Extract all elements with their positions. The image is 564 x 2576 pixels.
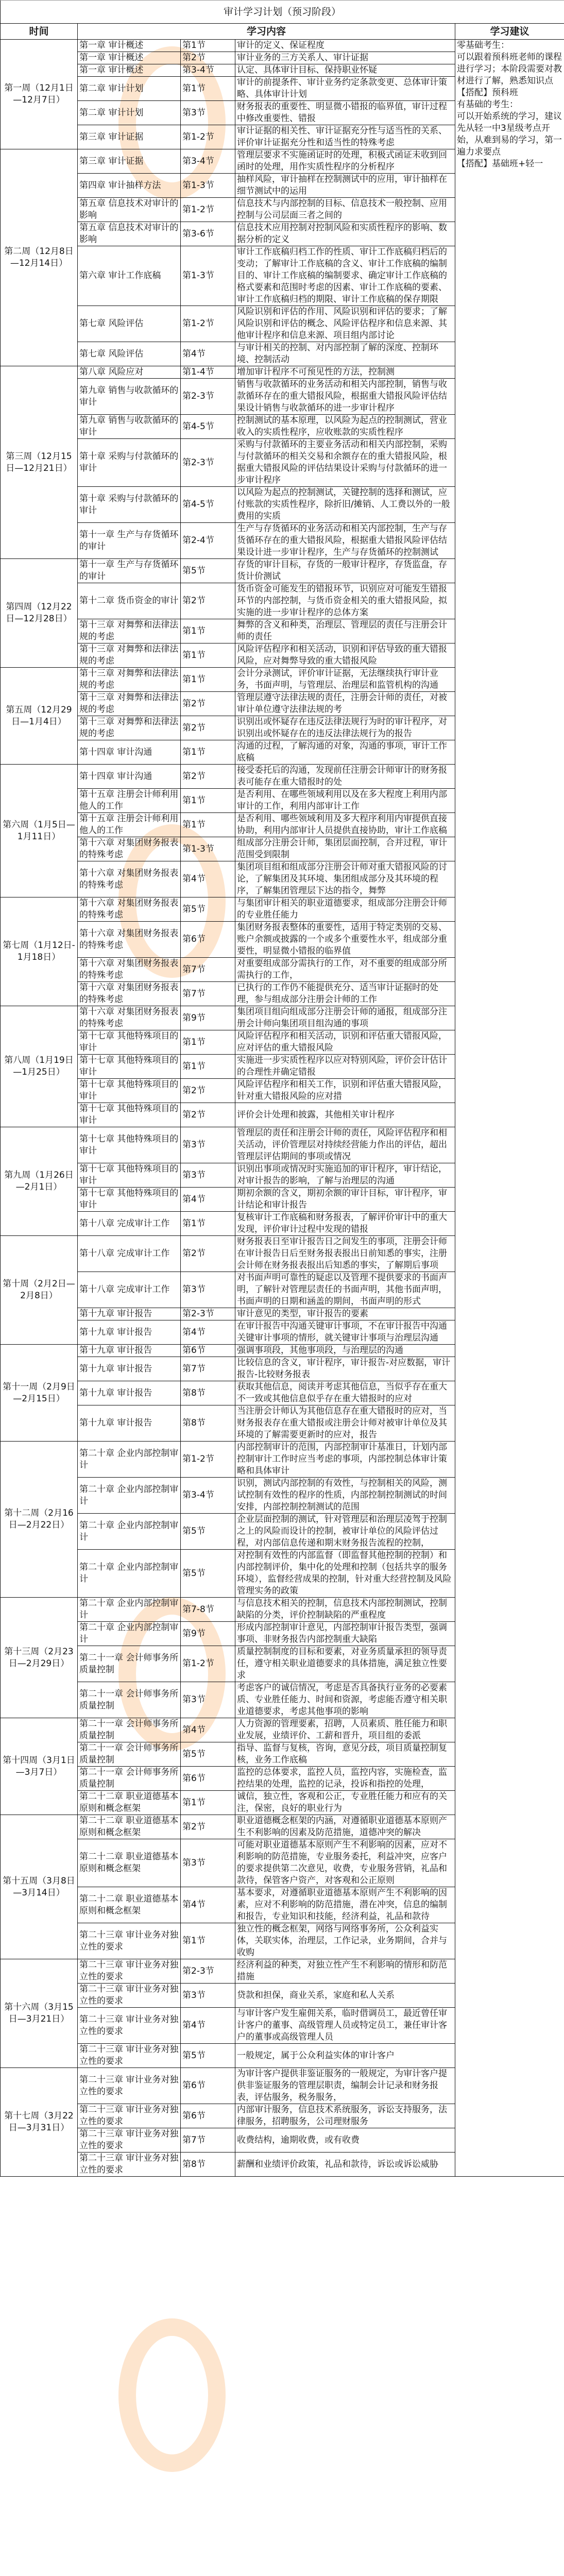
content-cell: 抽样风险，审计抽样在控制测试中的应用，审计抽样在细节测试中的运用 [235, 174, 455, 198]
content-cell: 贷款和担保，商业关系，家庭和私人关系 [235, 1984, 455, 2008]
chapter-cell: 第十六章 对集团财务报表的特殊考虑 [78, 982, 181, 1006]
week-label: 第七周（1月12日-1月18日） [1, 897, 78, 1006]
chapter-cell: 第二十三章 审计业务对独立性的要求 [78, 2153, 181, 2177]
section-cell: 第5节 [181, 1514, 235, 1550]
section-cell: 第2节 [181, 1079, 235, 1103]
section-cell: 第5节 [181, 2044, 235, 2068]
section-cell: 第2节 [181, 765, 235, 789]
advice-paragraph: 有基础的考生： [457, 99, 518, 110]
content-cell: 评价会计处理和披露，其他相关审计程序 [235, 1103, 455, 1127]
section-cell: 第8节 [181, 1405, 235, 1442]
content-cell: 复核审计工作底稿和财务报表，了解评价审计中的重大发现，评价审计过程中发现的错报 [235, 1212, 455, 1236]
content-cell: 薪酬和业绩评价政策，礼品和款待，诉讼或诉讼威胁 [235, 2153, 455, 2177]
chapter-cell: 第十九章 审计报告 [78, 1381, 181, 1405]
section-cell: 第1节 [181, 1923, 235, 1959]
section-cell: 第6节 [181, 1767, 235, 1791]
section-cell: 第5节 [181, 897, 235, 922]
content-cell: 在审计报告中沟通关键审计事项，不在审计报告中沟通关键审计事项的情形，就关键审计事项与治理层沟通 [235, 1320, 455, 1345]
chapter-cell: 第二十二章 职业道德基本原则和概念框架 [78, 1887, 181, 1923]
chapter-cell: 第十七章 其他特殊项目的审计 [78, 1103, 181, 1127]
section-cell: 第1-4节 [181, 366, 235, 379]
content-cell: 审计的前提条件、审计业务约定条款变更、总体审计策略、具体审计计划 [235, 77, 455, 101]
section-cell: 第2节 [181, 583, 235, 619]
section-cell: 第1-3节 [181, 837, 235, 861]
content-cell: 形成内部控制审计意见，内部控制审计报告类型，强调事项、非财务报告内部控制重大缺陷 [235, 1622, 455, 1646]
content-cell: 可能对职业道德基本原则产生不利影响的因素，应对不利影响的防范措施，专业服务委托，利益冲突，应客户的要求提供第二次意见，收费，专业服务营销，礼品和款待，保管客户资产，对客观和公正原则 [235, 1839, 455, 1887]
chapter-cell: 第二十章 企业内部控制审计 [78, 1478, 181, 1514]
chapter-cell: 第二十一章 会计师事务所质量控制 [78, 1682, 181, 1718]
content-cell: 监控的总体要求，监控人员，监控内容，实施检查，监控结果的处理，监控的记录，投诉和指控的处理， [235, 1767, 455, 1791]
content-cell: 审计意见的类型，审计报告的要素 [235, 1308, 455, 1320]
chapter-cell: 第十六章 对集团财务报表的特殊考虑 [78, 958, 181, 982]
chapter-cell: 第十四章 审计沟通 [78, 740, 181, 765]
week-label: 第十周（2月2日—2月8日） [1, 1236, 78, 1345]
week-label: 第四周（12月22日—12月28日） [1, 559, 78, 668]
chapter-cell: 第十三章 对舞弊和法律法规的考虑 [78, 643, 181, 668]
chapter-cell: 第十八章 完成审计工作 [78, 1212, 181, 1236]
section-cell: 第1节 [181, 1055, 235, 1079]
chapter-cell: 第二十一章 会计师事务所质量控制 [78, 1742, 181, 1767]
content-cell: 认定、具体审计目标、保持职业怀疑 [235, 64, 455, 77]
chapter-cell: 第五章 信息技术对审计的影响 [78, 222, 181, 246]
content-cell: 当注册会计师认为其他信息存在重大错报时的应对，当财务报表存在重大错报或注册会计师对被审计单位及其环境的了解需要更新时的应对，报告 [235, 1405, 455, 1442]
content-cell: 已执行的工作仍不能提供充分、适当审计证据时的处理，参与组成部分注册会计师的工作 [235, 982, 455, 1006]
week-label: 第五周（12月29日—1月4日） [1, 668, 78, 765]
content-cell: 采购与付款循环的主要业务活动和相关内部控制，采购与付款循环的相关交易和余额存在的重大错报风险，根据重大错报风险的评估结果设计采购与付款循环的进一步审计程序 [235, 439, 455, 487]
section-cell: 第6节 [181, 1345, 235, 1357]
content-cell: 一般规定，属于公众利益实体的审计客户 [235, 2044, 455, 2068]
content-cell: 存货的审计目标，存货的一般审计程序，存货监盘，存货计价测试 [235, 559, 455, 583]
section-cell: 第1节 [181, 789, 235, 813]
chapter-cell: 第二章 审计计划 [78, 77, 181, 101]
content-cell: 增加审计程序不可预见性的方法，控制测 [235, 366, 455, 379]
content-cell: 经济利益的种类，对独立性产生不利影响的情形和防范措施 [235, 1959, 455, 1984]
chapter-cell: 第二十三章 审计业务对独立性的要求 [78, 1984, 181, 2008]
content-cell: 是否利用、哪些领域利用及多大程序利用内审提供直接协助，利用内部审计人员提供直接协助，审计工作底稿 [235, 813, 455, 837]
chapter-cell: 第十九章 审计报告 [78, 1345, 181, 1357]
page-title: 审计学习计划（预习阶段） [1, 1, 564, 24]
chapter-cell: 第十四章 审计沟通 [78, 765, 181, 789]
section-cell: 第7节 [181, 958, 235, 982]
chapter-cell: 第十一章 生产与存货循环的审计 [78, 523, 181, 559]
content-cell: 审计的定义、保证程度 [235, 40, 455, 52]
content-cell: 收费结构，逾期收费，或有收费 [235, 2128, 455, 2153]
section-cell: 第2节 [181, 716, 235, 740]
week-label: 第十六周（3月15日—3月21日） [1, 1959, 78, 2068]
content-cell: 诚信，独立性，客观和公正，专业胜任能力和应有的关注，保密，良好的职业行为 [235, 1791, 455, 1815]
content-cell: 强调事项段，其他事项段，与治理层的沟通 [235, 1345, 455, 1357]
chapter-cell: 第十六章 对集团财务报表的特殊考虑 [78, 922, 181, 958]
section-cell: 第4节 [181, 861, 235, 897]
section-cell: 第1节 [181, 1212, 235, 1236]
header-row [1, 24, 564, 40]
chapter-cell: 第十九章 审计报告 [78, 1308, 181, 1320]
chapter-cell: 第二十三章 审计业务对独立性的要求 [78, 2044, 181, 2068]
chapter-cell: 第十三章 对舞弊和法律法规的考虑 [78, 668, 181, 692]
chapter-cell: 第十章 采购与付款循环的审计 [78, 439, 181, 487]
chapter-cell: 第二十一章 会计师事务所质量控制 [78, 1767, 181, 1791]
content-cell: 审计证据的相关性、审计证据充分性与适当性的关系、评价审计证据充分性和适当性的特殊考虑 [235, 125, 455, 149]
week-label: 第八周（1月19日—1月25日） [1, 1006, 78, 1127]
section-cell: 第5节 [181, 1550, 235, 1598]
section-cell: 第4节 [181, 1188, 235, 1212]
section-cell: 第7节 [181, 982, 235, 1006]
content-cell: 审计业务的三方关系人、审计证据 [235, 52, 455, 64]
section-cell: 第3节 [181, 1839, 235, 1887]
section-cell: 第3节 [181, 1163, 235, 1188]
section-cell: 第7节 [181, 2128, 235, 2153]
chapter-cell: 第二十二章 职业道德基本原则和概念框架 [78, 1791, 181, 1815]
chapter-cell: 第二十章 企业内部控制审计 [78, 1442, 181, 1478]
chapter-cell: 第二十一章 会计师事务所质量控制 [78, 1718, 181, 1742]
chapter-cell: 第十三章 对舞弊和法律法规的考虑 [78, 619, 181, 643]
content-cell: 接受委托后的沟通，发现前任注册会计师审计的财务报表可能存在重大错报时的处 [235, 765, 455, 789]
week-label: 第二周（12月8日—12月14日） [1, 149, 78, 366]
chapter-cell: 第九章 销售与收款循环的审计 [78, 415, 181, 439]
content-cell: 识别出事项或情况时实施追加的审计程序，审计结论，对审计报告的影响，了解与治理层的沟通 [235, 1163, 455, 1188]
header-time: 时间 [1, 24, 78, 40]
content-cell: 质量控制制度的目标和要素，对业务质量承担的领导责任，遵守相关职业道德要求的具体措施，满足独立性要求 [235, 1646, 455, 1682]
title-row [1, 1, 564, 24]
section-cell: 第2-3节 [181, 1959, 235, 1984]
content-cell: 职业道德概念框架的内涵，对遵循职业道德基本原则产生不利影响的因素及防范措施，道德冲突的解决 [235, 1815, 455, 1839]
content-cell: 控制测试的基本原理，以风险为起点的控制测试，营业收入的实质性程序，应收账款的实质性程序 [235, 415, 455, 439]
section-cell: 第6节 [181, 2104, 235, 2128]
section-cell: 第2-3节 [181, 1308, 235, 1320]
chapter-cell: 第十五章 注册会计师利用他人的工作 [78, 813, 181, 837]
content-cell: 风险评估程序和相关工作，识别和评估重大错报风险，针对重大错报风险的应对措 [235, 1079, 455, 1103]
chapter-cell: 第十七章 其他特殊项目的审计 [78, 1055, 181, 1079]
section-cell: 第7节 [181, 1357, 235, 1381]
content-cell: 财务报表日至审计报告日之间发生的事项，注册会计师在审计报告日后至财务报表报出日前知悉的事实，注册会计师在财务报表报出后知悉的事实，了解期后事项 [235, 1236, 455, 1272]
chapter-cell: 第九章 销售与收款循环的审计 [78, 379, 181, 415]
section-cell: 第3节 [181, 1984, 235, 2008]
section-cell: 第5节 [181, 559, 235, 583]
content-cell: 以风险为起点的控制测试，关键控制的选择和测试，应付账款的实质性程序，除折旧/摊销、人工费以外的一般费用的实质 [235, 487, 455, 523]
chapter-cell: 第十章 采购与付款循环的审计 [78, 487, 181, 523]
content-cell: 生产与存货循环的业务活动和相关内部控制，生产与存货循环存在的重大错报风险，根据重大错报风险评估结果设计进一步审计程序，生产与存货循环的控制测试 [235, 523, 455, 559]
chapter-cell: 第二十章 企业内部控制审计 [78, 1622, 181, 1646]
table-row [1, 40, 564, 52]
content-cell: 审计工作底稿归档工作的性质、审计工作底稿归档后的变动；了解审计工作底稿的含义、审计工作底稿的编制目的、审计工作底稿的编制要求、确定审计工作底稿的格式要素和范围时考虑的因素、审计工作底稿的要素、审计工作底稿归档的期限、审计工作底稿的保存期限 [235, 246, 455, 306]
chapter-cell: 第十六章 对集团财务报表的特殊考虑 [78, 1006, 181, 1030]
chapter-cell: 第二十三章 审计业务对独立性的要求 [78, 1923, 181, 1959]
content-cell: 期初余额的含义，期初余额的审计目标，审计程序，审计结论和审计报告 [235, 1188, 455, 1212]
chapter-cell: 第十七章 其他特殊项目的审计 [78, 1188, 181, 1212]
content-cell: 内部控制审计的范围，内部控制审计基准日，计划内部控制审计工作时应当考虑的事项，内部控制总体审计策略和具体审计 [235, 1442, 455, 1478]
advice-paragraph: 零基础考生： [457, 40, 509, 50]
week-label: 第十三周（2月23日—2月29日） [1, 1598, 78, 1718]
advice-paragraph: 【搭配】预科班 [457, 88, 518, 98]
chapter-cell: 第十三章 对舞弊和法律法规的考虑 [78, 692, 181, 716]
chapter-cell: 第四章 审计抽样方法 [78, 174, 181, 198]
section-cell: 第1节 [181, 1791, 235, 1815]
section-cell: 第1节 [181, 77, 235, 101]
chapter-cell: 第一章 审计概述 [78, 64, 181, 77]
chapter-cell: 第七章 风险评估 [78, 342, 181, 366]
section-cell: 第4节 [181, 1320, 235, 1345]
chapter-cell: 第二十二章 职业道德基本原则和概念框架 [78, 1815, 181, 1839]
chapter-cell: 第二十三章 审计业务对独立性的要求 [78, 2008, 181, 2044]
chapter-cell: 第二章 审计计划 [78, 101, 181, 125]
week-label: 第十二周（2月16日—2月22日） [1, 1442, 78, 1598]
content-cell: 比较信息的含义，审计程序，审计报告-对应数据，审计报告-比较财务报表 [235, 1357, 455, 1381]
section-cell: 第3节 [181, 101, 235, 125]
chapter-cell: 第十七章 其他特殊项目的审计 [78, 1127, 181, 1163]
content-cell: 对书面声明可靠性的疑虑以及管理不提供要求的书面声明，了解针对管理层责任的书面声明，其他书面声明，书面声明的日期和涵盖的期间，书面声明的形式 [235, 1272, 455, 1308]
content-cell: 财务报表的重要性、明显微小错报的临界值，审计过程中修改重要性、错报 [235, 101, 455, 125]
section-cell: 第6节 [181, 922, 235, 958]
section-cell: 第5节 [181, 1742, 235, 1767]
chapter-cell: 第一章 审计概述 [78, 40, 181, 52]
week-label: 第九周（1月26日—2月1日） [1, 1127, 78, 1236]
chapter-cell: 第十九章 审计报告 [78, 1405, 181, 1442]
header-advice: 学习建议 [455, 24, 564, 40]
content-cell: 信息技术应用控制对控制风险和实质性程序的影响、数据分析的定义 [235, 222, 455, 246]
section-cell: 第1-3节 [181, 246, 235, 306]
content-cell: 内部审计服务，信息技术系统服务，诉讼支持服务，法律服务，招聘服务，公司理财服务 [235, 2104, 455, 2128]
section-cell: 第1节 [181, 813, 235, 837]
content-cell: 风险评估程序和相关活动，识别和评估重大错报风险，应对评估的重大错报风险 [235, 1030, 455, 1055]
section-cell: 第2-3节 [181, 379, 235, 415]
content-cell: 集团财务报表整体的重要性，适用于特定类别的交易、账户余额或披露的一个或多个重要性水平，组成部分重要性，明显微小错报的临界值 [235, 922, 455, 958]
section-cell: 第3节 [181, 1682, 235, 1718]
chapter-cell: 第八章 风险应对 [78, 366, 181, 379]
content-cell: 是否利用、在哪些领域利用以及在多大程度上利用内部审计的工作，利用内部审计工作 [235, 789, 455, 813]
section-cell: 第1-2节 [181, 125, 235, 149]
section-cell: 第1节 [181, 668, 235, 692]
section-cell: 第1-2节 [181, 1646, 235, 1682]
content-cell: 对重要组成部分需执行的工作，对不重要的组成部分所需执行的工作， [235, 958, 455, 982]
chapter-cell: 第十六章 对集团财务报表的特殊考虑 [78, 897, 181, 922]
advice-paragraph: 可以开始系统的学习，建议先从轻一中3星级考点开始，从难到易的学习，第一遍力求要点 [457, 111, 562, 157]
section-cell: 第4-5节 [181, 487, 235, 523]
section-cell: 第1-3节 [181, 174, 235, 198]
section-cell: 第3节 [181, 1127, 235, 1163]
chapter-cell: 第十六章 对集团财务报表的特殊考虑 [78, 837, 181, 861]
chapter-cell: 第二十一章 会计师事务所质量控制 [78, 1646, 181, 1682]
header-content: 学习内容 [78, 24, 455, 40]
content-cell: 管理层遵守法律法规的责任，注册会计师的责任，对被审计单位遵守法律法规的考 [235, 692, 455, 716]
chapter-cell: 第二十章 企业内部控制审计 [78, 1514, 181, 1550]
chapter-cell: 第十八章 完成审计工作 [78, 1236, 181, 1272]
chapter-cell: 第二十章 企业内部控制审计 [78, 1598, 181, 1622]
chapter-cell: 第一章 审计概述 [78, 52, 181, 64]
section-cell: 第2节 [181, 692, 235, 716]
section-cell: 第1-2节 [181, 306, 235, 342]
week-label: 第十四周（3月1日—3月7日） [1, 1718, 78, 1815]
advice-paragraph: 可以跟着预科班老师的课程进行学习；本阶段需要对教材进行了解，熟悉知识点 [457, 52, 562, 86]
section-cell: 第2-3节 [181, 439, 235, 487]
content-cell: 集团项目组和组成部分注册会计师对重大错报风险的讨论，了解集团及其环境、集团组成部分及其环境的程序，了解集团管理层下达的指令，舞弊 [235, 861, 455, 897]
section-cell: 第3-4节 [181, 149, 235, 174]
content-cell: 信息技术与内部控制的目标、信息技术一般控制、应用控制与公司层面三者之间的 [235, 198, 455, 222]
advice-paragraph: 【搭配】基础班+轻一 [457, 159, 543, 169]
chapter-cell: 第七章 风险评估 [78, 306, 181, 342]
section-cell: 第3-4节 [181, 64, 235, 77]
content-cell: 获取其他信息，阅读并考虑其他信息，当似乎存在重大不一致或其他信息似乎存在重大错报时的应对 [235, 1381, 455, 1405]
content-cell: 指导、监督与复核，咨询，意见分歧，项目质量控制复核，业务工作底稿 [235, 1742, 455, 1767]
week-label: 第十一周（2月9日—2月15日） [1, 1345, 78, 1442]
content-cell: 舞弊的含义和种类，治理层、管理层的责任与注册会计师的责任 [235, 619, 455, 643]
content-cell: 与信息技术相关的控制，信息技术内部控制测试，控制缺陷的分类，评价控制缺陷的严重程度 [235, 1598, 455, 1622]
section-cell: 第2-4节 [181, 523, 235, 559]
chapter-cell: 第二十三章 审计业务对独立性的要求 [78, 2104, 181, 2128]
chapter-cell: 第二十三章 审计业务对独立性的要求 [78, 2128, 181, 2153]
section-cell: 第2节 [181, 1815, 235, 1839]
content-cell: 独立性的概念框架，网络与网络事务所，公众利益实体，关联实体，治理层，工作记录，业务期间，合并与收购 [235, 1923, 455, 1959]
chapter-cell: 第十八章 完成审计工作 [78, 1272, 181, 1308]
section-cell: 第3节 [181, 1272, 235, 1308]
content-cell: 货币资金可能发生的错报环节，识别应对可能发生错报环节的内部控制，与货币资金相关的重大错报风险，拟实施的进一步审计程序的总体方案 [235, 583, 455, 619]
chapter-cell: 第十六章 对集团财务报表的特殊考虑 [78, 861, 181, 897]
section-cell: 第7-8节 [181, 1598, 235, 1622]
section-cell: 第9节 [181, 1006, 235, 1030]
chapter-cell: 第五章 信息技术对审计的影响 [78, 198, 181, 222]
week-label: 第六周（1月5日—1月11日） [1, 765, 78, 897]
section-cell: 第3-6节 [181, 222, 235, 246]
section-cell: 第1节 [181, 619, 235, 643]
chapter-cell: 第二十章 企业内部控制审计 [78, 1550, 181, 1598]
week-label: 第一周（12月1日—12月7日） [1, 40, 78, 149]
content-cell: 识别，测试内部控制的有效性，与控制相关的风险，测试控制有效性的程序的性质，内部控制控制测试的时间安排，内部控制控制测试的范围 [235, 1478, 455, 1514]
section-cell: 第1节 [181, 643, 235, 668]
chapter-cell: 第十三章 对舞弊和法律法规的考虑 [78, 716, 181, 740]
chapter-cell: 第二十三章 审计业务对独立性的要求 [78, 1959, 181, 1984]
content-cell: 与审计相关的控制、对内部控制了解的深度、控制环境、控制活动 [235, 342, 455, 366]
content-cell: 与审计客户发生雇佣关系，临时借调员工，最近曾任审计客户的董事、高级管理人员或特定员工，兼任审计客户的董事或高级管理人员 [235, 2008, 455, 2044]
content-cell: 管理层的责任和注册会计师的责任，风险评估程序和相关活动，评价管理层对持续经营能力作出的评估，超出管理层评估期间的事项或情况 [235, 1127, 455, 1163]
section-cell: 第2节 [181, 52, 235, 64]
section-cell: 第1-2节 [181, 198, 235, 222]
content-cell: 集团项目组向组成部分注册会计师的通报，组成部分注册会计师向集团项目组沟通的事项 [235, 1006, 455, 1030]
content-cell: 与集团审计相关的职业道德要求，组成部分注册会计师的专业胜任能力 [235, 897, 455, 922]
section-cell: 第1节 [181, 740, 235, 765]
chapter-cell: 第六章 审计工作底稿 [78, 246, 181, 306]
section-cell: 第6节 [181, 2068, 235, 2104]
section-cell: 第9节 [181, 1622, 235, 1646]
chapter-cell: 第十九章 审计报告 [78, 1357, 181, 1381]
section-cell: 第1节 [181, 40, 235, 52]
section-cell: 第8节 [181, 2153, 235, 2177]
chapter-cell: 第十七章 其他特殊项目的审计 [78, 1079, 181, 1103]
week-label: 第十五周（3月8日—3月14日） [1, 1815, 78, 1959]
content-cell: 识别出或怀疑存在违反法律法规行为时的审计程序，对识别出或怀疑存在的违反法律法规行为的报告 [235, 716, 455, 740]
plan-body [1, 40, 564, 2177]
section-cell: 第3-4节 [181, 1478, 235, 1514]
chapter-cell: 第十七章 其他特殊项目的审计 [78, 1163, 181, 1188]
content-cell: 为审计客户提供非鉴证服务的一般规定，为审计客户提供非鉴证服务的管理层职责，编制会计记录和财务报表，评估服务，税务服务， [235, 2068, 455, 2104]
section-cell: 第1-2节 [181, 1442, 235, 1478]
content-cell: 会计分录测试，评价审计证据，无法继续执行审计业务，书面声明，与管理层、治理层和监管机构的沟通 [235, 668, 455, 692]
chapter-cell: 第十五章 注册会计师利用他人的工作 [78, 789, 181, 813]
week-label: 第十七周（3月22日—3月31日） [1, 2068, 78, 2177]
chapter-cell: 第二十三章 审计业务对独立性的要求 [78, 2068, 181, 2104]
chapter-cell: 第十一章 生产与存货循环的审计 [78, 559, 181, 583]
content-cell: 对控制有效性的内部监督（即监督其他控制的控制）和内部控制评价，集中化的处理和控制（包括共享的服务环境），监督经营成果的控制，针对重大经营控制及风险管理实务的政策 [235, 1550, 455, 1598]
section-cell: 第4节 [181, 1887, 235, 1923]
chapter-cell: 第十九章 审计报告 [78, 1320, 181, 1345]
chapter-cell: 第十二章 货币资金的审计 [78, 583, 181, 619]
watermark-logo [118, 2318, 226, 2472]
content-cell: 实施进一步实质性程序以应对特别风险，评价会计估计的合理性并确定错报 [235, 1055, 455, 1079]
section-cell: 第2节 [181, 1103, 235, 1127]
chapter-cell: 第十七章 其他特殊项目的审计 [78, 1030, 181, 1055]
section-cell: 第4节 [181, 2008, 235, 2044]
content-cell: 基本要求，对遵循职业道德基本原则产生不利影响的因素，应对不利影响的防范措施，潜在冲突，信息的编制和报告，专业知识和技能，经济利益，礼品和款待 [235, 1887, 455, 1923]
section-cell: 第8节 [181, 1381, 235, 1405]
content-cell: 风险识别和评估的作用、风险识别和评估的要求；了解风险识别和评估的概念、风险评估程序和信息来源、其他审计程序和信息来源、项目组内部讨论 [235, 306, 455, 342]
section-cell: 第4-5节 [181, 415, 235, 439]
section-cell: 第4节 [181, 342, 235, 366]
section-cell: 第4节 [181, 1718, 235, 1742]
section-cell: 第1节 [181, 1030, 235, 1055]
content-cell: 管理层要求不实施函证时的处理，积极式函证未收到回函时的处理，用作实质性程序的分析程序 [235, 149, 455, 174]
content-cell: 沟通的过程，了解沟通的对象，沟通的事项，审计工作底稿 [235, 740, 455, 765]
chapter-cell: 第三章 审计证据 [78, 125, 181, 149]
chapter-cell: 第三章 审计证据 [78, 149, 181, 174]
content-cell: 企业层面控制的测试，针对管理层和治理层凌驾于控制之上的风险而设计的控制，被审计单位的风险评估过程，对内部信息传递和期末财务报告流程的控制， [235, 1514, 455, 1550]
content-cell: 考虑客户的诚信情况，考虑是否具备执行业务的必要素质、专业胜任能力、时间和资源，考虑能否遵守相关职业道德要求，考虑其他事项的影响 [235, 1682, 455, 1718]
week-label: 第三周（12月15日—12月21日） [1, 366, 78, 559]
study-advice [455, 40, 564, 2177]
content-cell: 人力资源的管理要素，招聘，人员素质、胜任能力和职业发展，业绩评价、工薪和晋升，项目组的委派 [235, 1718, 455, 1742]
content-cell: 销售与收款循环的业务活动和相关内部控制，销售与收款循环存在的重大错报风险，根据重大错报风险评估结果设计销售与收款循环的进一步审计程序 [235, 379, 455, 415]
section-cell: 第2节 [181, 1236, 235, 1272]
chapter-cell: 第二十二章 职业道德基本原则和概念框架 [78, 1839, 181, 1887]
content-cell: 风险评估程序和相关活动，识别和评估导致的重大错报风险，应对舞弊导致的重大错报风险 [235, 643, 455, 668]
content-cell: 组成部分注册会计师，集团层面控制，合并过程，审计范围受到限制 [235, 837, 455, 861]
